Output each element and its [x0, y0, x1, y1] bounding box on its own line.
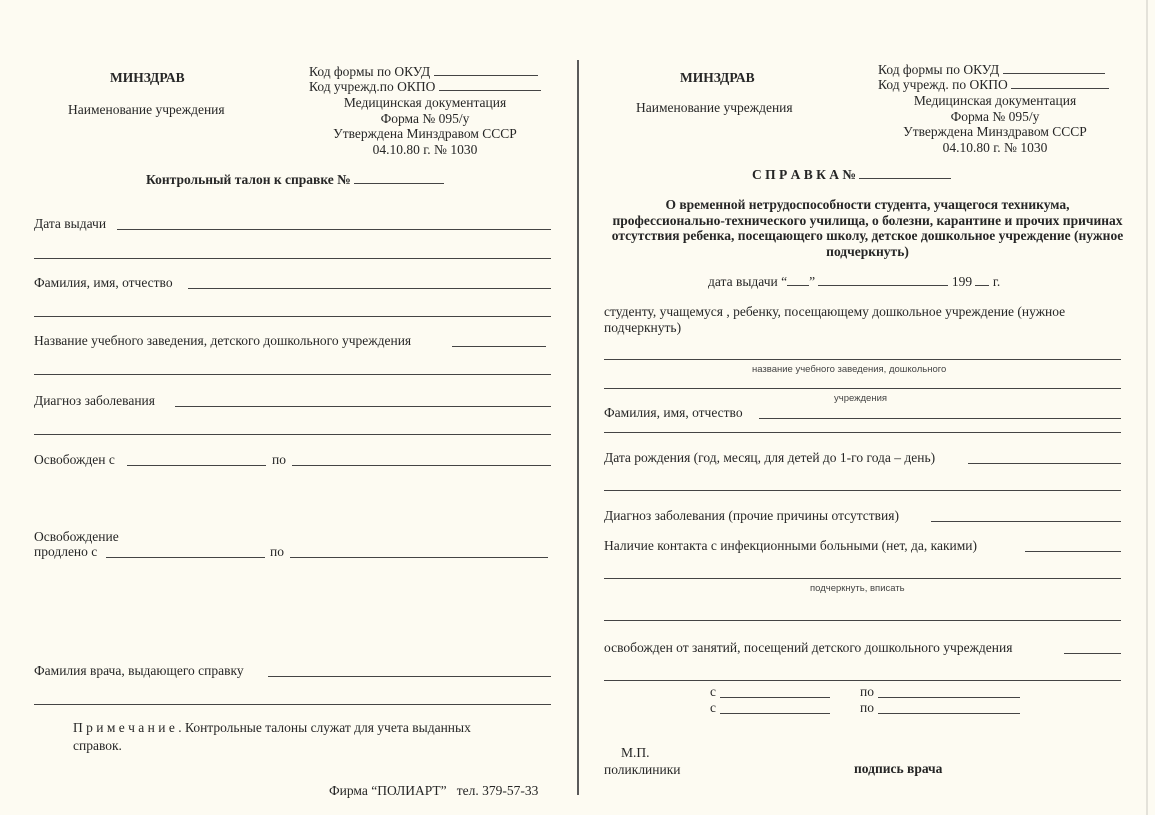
- contact-line-3[interactable]: [604, 620, 1121, 621]
- full-name-line[interactable]: [759, 418, 1121, 419]
- birth-date-line-2[interactable]: [604, 490, 1121, 491]
- school-line[interactable]: [452, 346, 546, 347]
- school-hint-2: учреждения: [834, 393, 888, 404]
- institution-label: Наименование учреждения: [636, 100, 793, 115]
- coupon-number-blank[interactable]: [354, 183, 444, 184]
- period-1-from-label: с: [710, 684, 716, 699]
- diagnosis-line[interactable]: [931, 521, 1121, 522]
- contact-hint: подчеркнуть, вписать: [810, 583, 905, 594]
- diagnosis-label: Диагноз заболевания: [34, 393, 155, 408]
- full-name-line[interactable]: [188, 288, 551, 289]
- okpo-label: Код учрежд. по ОКПО: [878, 77, 1008, 92]
- released-label: освобожден от занятий, посещений детского дошкольного учреждения: [604, 640, 1013, 655]
- okpo-field: [878, 77, 1109, 93]
- school-line-2[interactable]: [604, 388, 1121, 389]
- approved-label: Утверждена Минздравом СССР: [903, 124, 1087, 139]
- okpo-label: Код учрежд.по ОКПО: [309, 79, 436, 94]
- period-1-from-line[interactable]: [720, 697, 830, 698]
- issue-day-blank[interactable]: [787, 285, 809, 286]
- released-line[interactable]: [1064, 653, 1121, 654]
- extension-to-label: по: [270, 544, 284, 559]
- full-name-label: Фамилия, имя, отчество: [34, 275, 173, 290]
- issue-date-label: дата выдачи “: [708, 274, 788, 289]
- ministry-label: МИНЗДРАВ: [110, 70, 185, 85]
- issue-date-quote: ”: [809, 274, 816, 289]
- firm-name: Фирма “ПОЛИАРТ”: [329, 783, 447, 798]
- student-label-2: подчеркнуть): [604, 320, 682, 335]
- approved-date: 04.10.80 г. № 1030: [372, 141, 478, 157]
- full-name-label: Фамилия, имя, отчество: [604, 405, 743, 420]
- period-2-to-label: по: [860, 700, 874, 715]
- okpo-blank[interactable]: [1011, 88, 1109, 89]
- approved-date: 04.10.80 г. № 1030: [942, 139, 1048, 155]
- coupon-title-text: Контрольный талон к справке №: [146, 172, 351, 187]
- birth-date-line[interactable]: [968, 463, 1121, 464]
- note-label: П р и м е ч а н и е .: [73, 720, 182, 735]
- subtitle-line-2: профессионально-технического училища, о болезни, карантине и прочих причинах: [612, 212, 1123, 228]
- okpo-blank[interactable]: [439, 90, 541, 91]
- full-name-line-2[interactable]: [604, 432, 1121, 433]
- okud-label: Код формы по ОКУД: [878, 62, 1000, 77]
- extension-from-line[interactable]: [106, 557, 265, 558]
- contact-line-2[interactable]: [604, 578, 1121, 579]
- okud-field: [309, 64, 538, 80]
- form-meta: [300, 95, 550, 157]
- issue-month-blank[interactable]: [818, 285, 948, 286]
- full-name-line-2[interactable]: [34, 316, 551, 317]
- extension-label-1: Освобождение: [34, 529, 119, 544]
- okud-label: Код формы по ОКУД: [309, 64, 431, 79]
- school-hint-1: название учебного заведения, дошкольного: [752, 364, 947, 375]
- okud-blank[interactable]: [1003, 73, 1105, 74]
- issue-date-line[interactable]: [117, 229, 551, 230]
- form-number: Форма № 095/у: [380, 110, 470, 126]
- institution-label: Наименование учреждения: [68, 102, 225, 117]
- doctor-line[interactable]: [268, 676, 551, 677]
- certificate-title: [752, 167, 951, 183]
- doctor-signature-label: подпись врача: [854, 761, 943, 776]
- year-suffix: г.: [992, 274, 1001, 289]
- certificate-number-blank[interactable]: [859, 178, 951, 179]
- certificate-title-text: С П Р А В К А №: [752, 167, 856, 182]
- okpo-field: [309, 79, 541, 95]
- school-line-2[interactable]: [34, 374, 551, 375]
- school-label: Название учебного заведения, детского дошкольного учреждения: [34, 333, 412, 348]
- ministry-label: МИНЗДРАВ: [680, 70, 755, 85]
- approved-label: Утверждена Минздравом СССР: [333, 126, 517, 141]
- released-line-2[interactable]: [604, 680, 1121, 681]
- birth-date-label: Дата рождения (год, месяц, для детей до 1-го года – день): [604, 450, 936, 465]
- firm-phone: тел. 379-57-33: [456, 783, 539, 798]
- school-line[interactable]: [604, 359, 1121, 360]
- released-to-line[interactable]: [292, 465, 551, 466]
- subtitle-line-1: О временной нетрудоспособности студента, учащегося техникума,: [665, 197, 1070, 212]
- subtitle-line-3: отсутствия ребенка, посещающего школу, детское дошкольное учреждение (нужное: [611, 228, 1124, 243]
- med-doc-label: Медицинская документация: [913, 93, 1077, 108]
- note-text-2: справок.: [73, 738, 122, 753]
- period-1-to-line[interactable]: [878, 697, 1020, 698]
- clinic-label: поликлиники: [604, 762, 681, 777]
- released-from-label: Освобожден с: [34, 452, 115, 467]
- certificate-page: [580, 0, 1155, 815]
- issue-year-blank[interactable]: [975, 285, 989, 286]
- coupon-title: [146, 172, 444, 188]
- extension-label-2: продлено с: [34, 544, 98, 559]
- student-label-1: студенту, учащемуся , ребенку, посещающему дошкольное учреждение (нужное: [604, 304, 1066, 319]
- subtitle-line-4: подчеркнуть): [826, 243, 909, 259]
- diagnosis-label: Диагноз заболевания (прочие причины отсутствия): [604, 508, 899, 523]
- form-number: Форма № 095/у: [950, 108, 1040, 124]
- diagnosis-line[interactable]: [175, 406, 551, 407]
- extension-to-line[interactable]: [290, 557, 548, 558]
- contact-line[interactable]: [1025, 551, 1121, 552]
- form-meta: [870, 93, 1120, 155]
- issue-date-label: Дата выдачи: [34, 216, 107, 231]
- released-to-label: по: [272, 452, 286, 467]
- issue-date-line-2[interactable]: [34, 258, 551, 259]
- okud-blank[interactable]: [434, 75, 538, 76]
- stamp-label: М.П.: [621, 745, 650, 760]
- note: [73, 720, 471, 736]
- period-1-to-label: по: [860, 684, 874, 699]
- period-2-from-line[interactable]: [720, 713, 830, 714]
- contact-label: Наличие контакта с инфекционными больными (нет, да, какими): [604, 538, 978, 553]
- certificate-subtitle: [580, 197, 1155, 259]
- doctor-line-2[interactable]: [34, 704, 551, 705]
- period-2-to-line[interactable]: [878, 713, 1020, 714]
- okud-field: [878, 62, 1105, 78]
- printer-firm: [329, 783, 538, 799]
- diagnosis-line-2[interactable]: [34, 434, 551, 435]
- released-from-line[interactable]: [127, 465, 266, 466]
- period-2-from-label: с: [710, 700, 716, 715]
- doctor-label: Фамилия врача, выдающего справку: [34, 663, 244, 678]
- note-text: Контрольные талоны служат для учета выданных: [184, 720, 471, 735]
- issue-date-field: [708, 274, 1000, 290]
- year-label: 199: [951, 274, 973, 289]
- med-doc-label: Медицинская документация: [343, 95, 507, 110]
